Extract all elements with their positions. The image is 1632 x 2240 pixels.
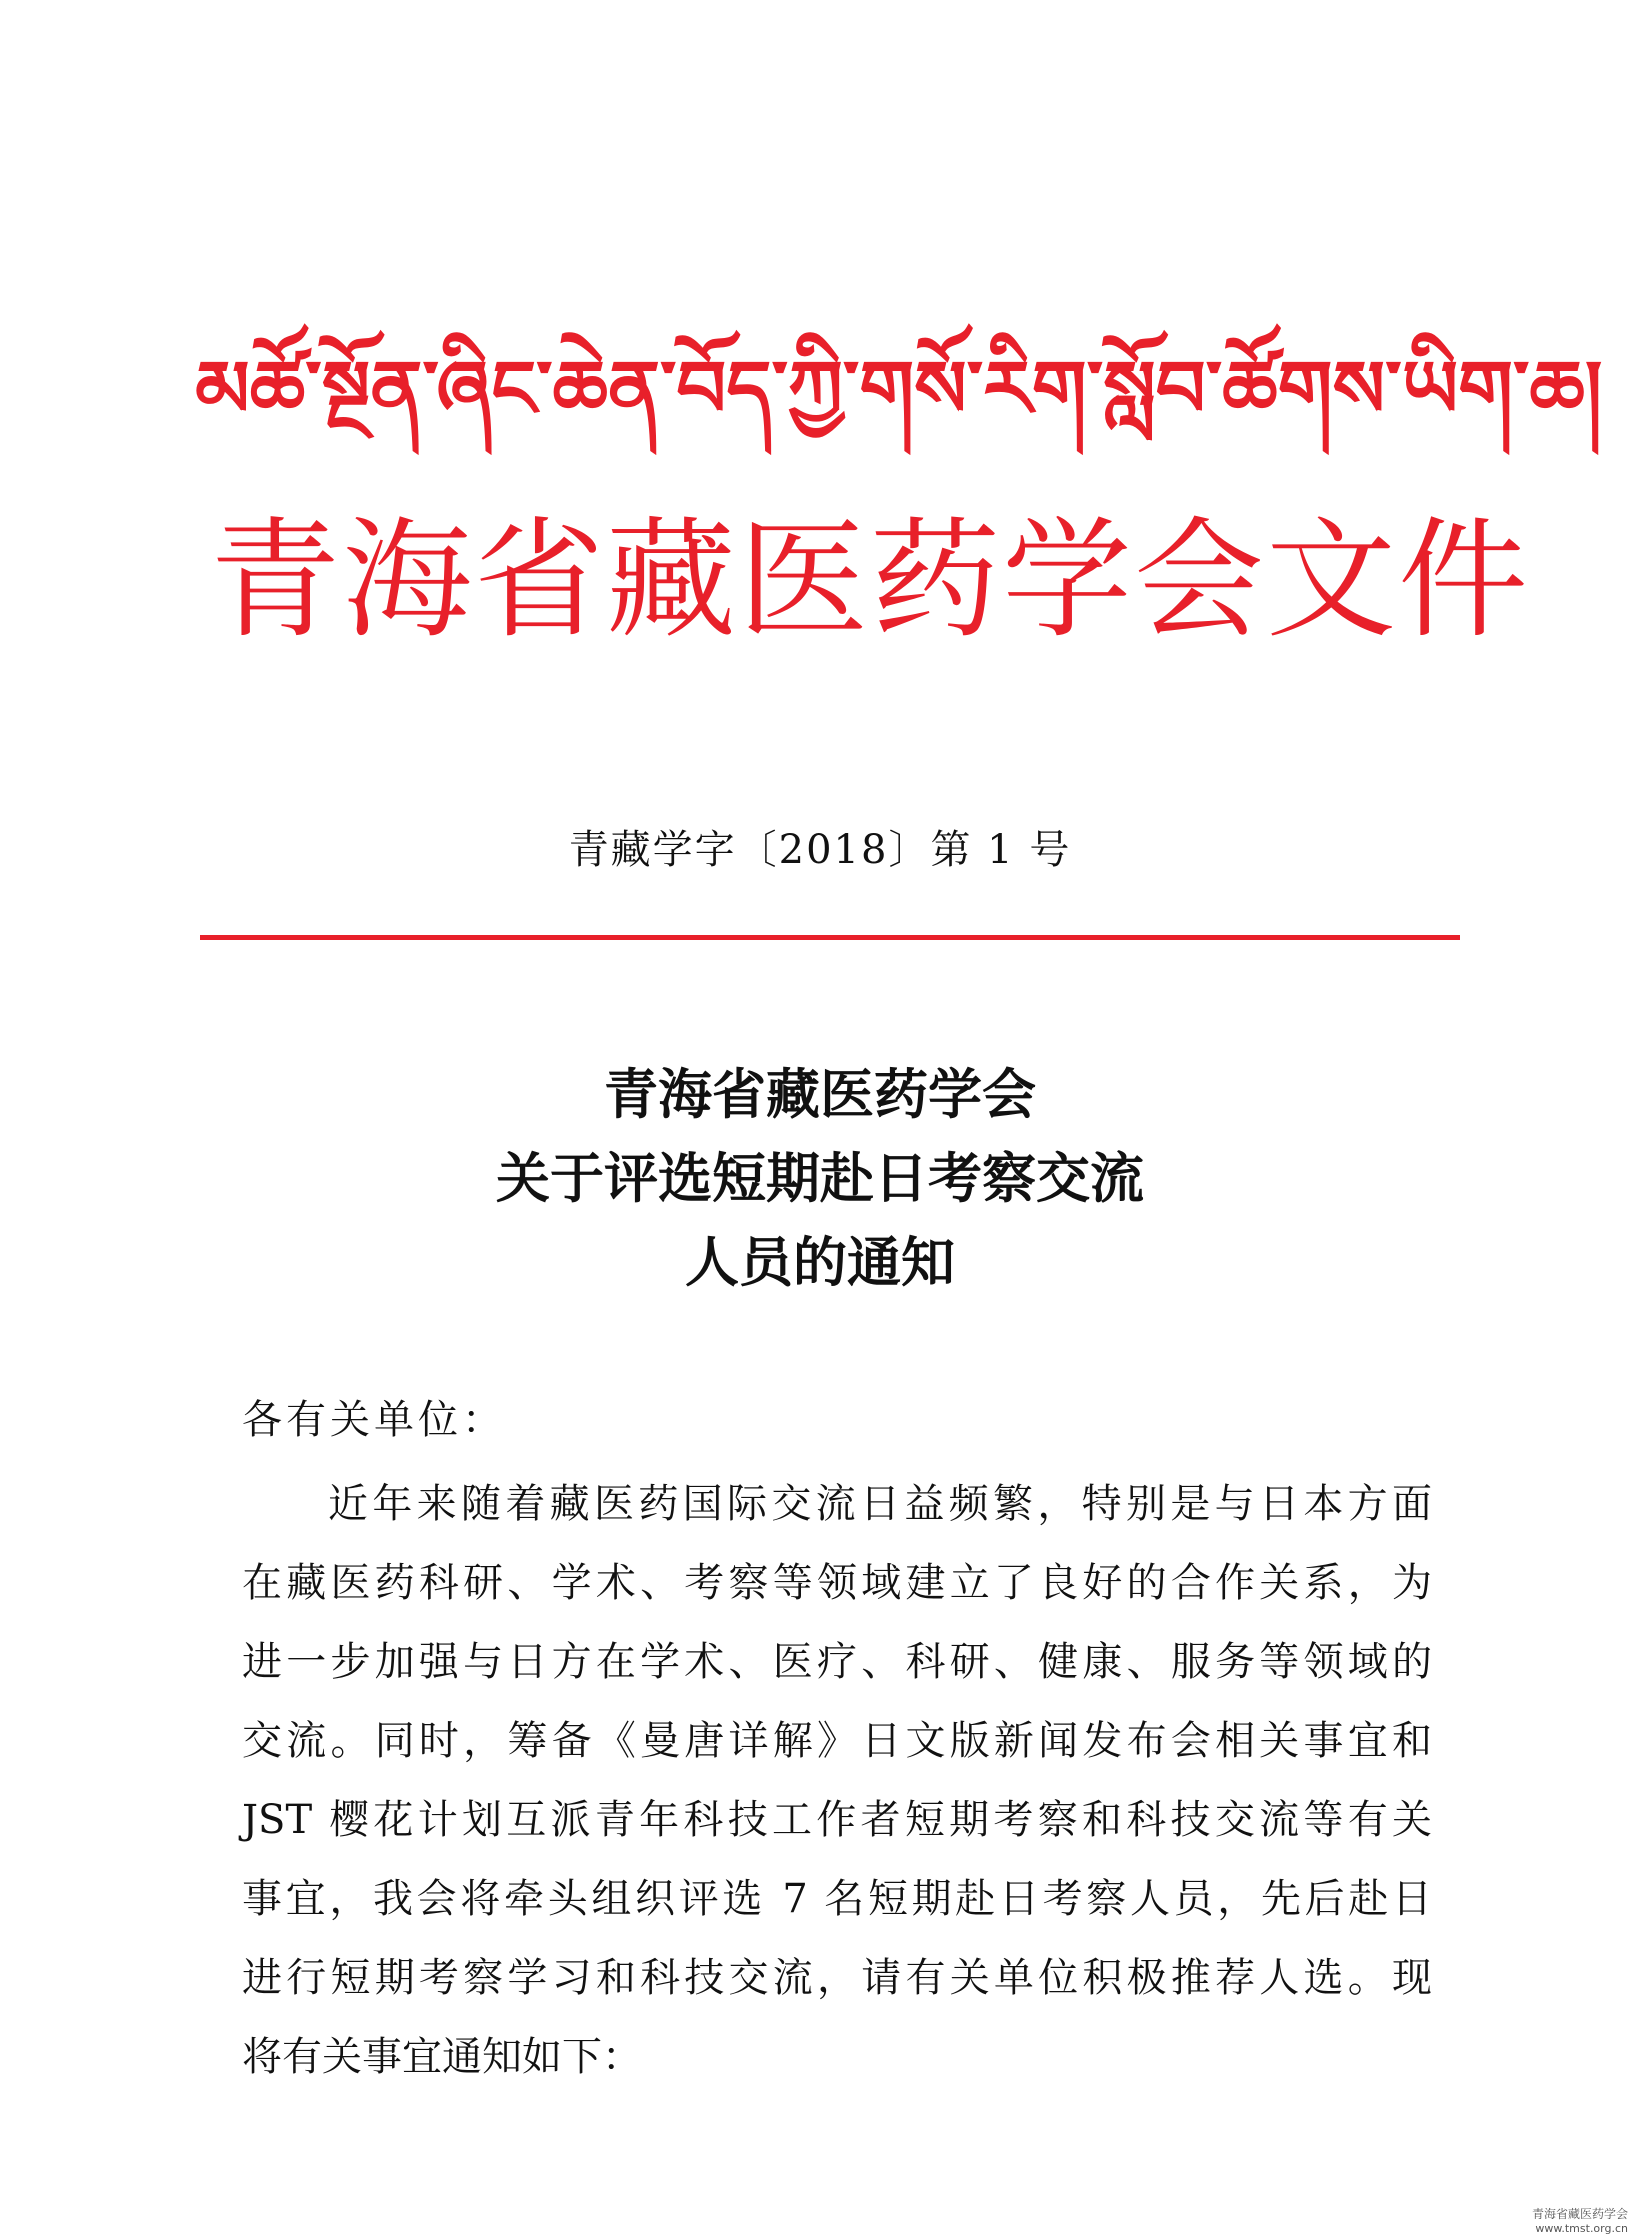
notice-title-line: 人员的通知: [685, 1230, 955, 1294]
body-paragraph: [242, 1465, 1432, 2097]
paragraph-line: 将有关事宜通知如下：: [242, 2034, 642, 2080]
watermark-url: www.tmst.org.cn: [1535, 2222, 1628, 2235]
paragraph-line: 在藏医药科研、学术、考察等领域建立了良好的合作关系，为: [242, 1560, 1432, 1606]
red-divider-rule: [200, 935, 1460, 940]
paragraph-line: 进行短期考察学习和科技交流，请有关单位积极推荐人选。现: [242, 1955, 1432, 2001]
salutation: 各有关单位：: [242, 1397, 506, 1443]
paragraph-line: 近年来随着藏医药国际交流日益频繁，特别是与日本方面: [328, 1481, 1432, 1527]
paragraph-line: JST 樱花计划互派青年科技工作者短期考察和科技交流等有关: [242, 1797, 1432, 1843]
document-number: 青藏学字〔2018〕第 1 号: [568, 827, 1072, 873]
paragraph-line: 事宜，我会将牵头组织评选 7 名短期赴日考察人员，先后赴日: [242, 1876, 1432, 1922]
watermark-name: 青海省藏医药学会: [1531, 2207, 1628, 2221]
paragraph-line: 交流。同时，筹备《曼唐详解》日文版新闻发布会相关事宜和: [242, 1718, 1432, 1764]
paragraph-line: 进一步加强与日方在学术、医疗、科研、健康、服务等领域的: [242, 1639, 1432, 1685]
notice-title-line: 关于评选短期赴日考察交流: [496, 1146, 1144, 1210]
chinese-header-title: 青海省藏医药学会文件: [210, 504, 1531, 656]
notice-title-line: 青海省藏医药学会: [604, 1062, 1036, 1126]
notice-title: [300, 1052, 1340, 1304]
site-watermark: [1498, 2207, 1628, 2236]
tibetan-header-title: མཚོ་སྔོན་ཞིང་ཆེན་བོད་ཀྱི་གསོ་རིག་སློབ་ཚོགས་ཡིག་ཆ།: [195, 345, 1603, 435]
